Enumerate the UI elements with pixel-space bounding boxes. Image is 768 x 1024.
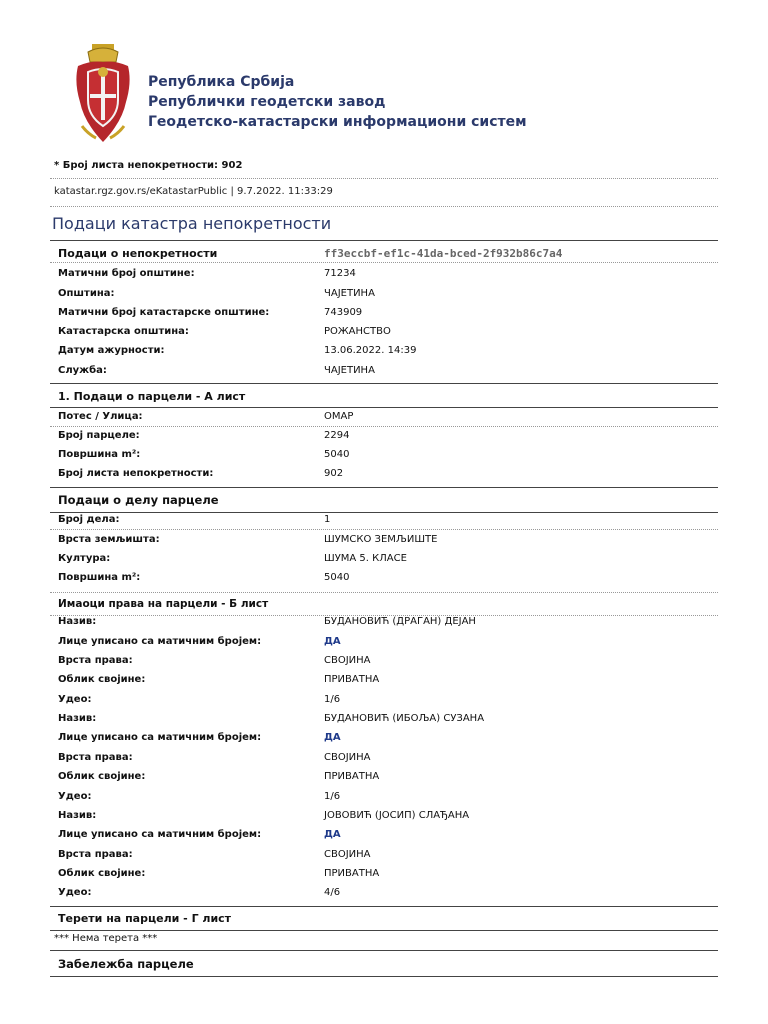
row-key: Врста права:: [58, 849, 133, 860]
row-value: ДА: [324, 636, 341, 647]
table-row: [58, 407, 718, 426]
row-key: Број дела:: [58, 514, 120, 525]
row-key: Број парцеле:: [58, 430, 140, 441]
row-value: 5040: [324, 572, 350, 583]
row-value: 2294: [324, 430, 350, 441]
divider: [50, 592, 718, 593]
table-row: [58, 612, 718, 631]
table-row: [58, 845, 718, 864]
row-value: 1/6: [324, 694, 341, 705]
table-row: [58, 632, 718, 651]
row-key: Служба:: [58, 365, 107, 376]
no-burdens-note: *** Нема терета ***: [54, 933, 158, 944]
row-value: ДА: [324, 732, 341, 743]
coat-of-arms-icon: [74, 42, 132, 146]
table-row: [58, 510, 718, 529]
table-row: [58, 322, 718, 341]
row-value: 1/6: [324, 791, 341, 802]
row-value: ПРИВАТНА: [324, 674, 380, 685]
table-row: [58, 787, 718, 806]
row-key: Врста земљишта:: [58, 534, 160, 545]
row-key: Врста права:: [58, 655, 133, 666]
row-value: 743909: [324, 307, 363, 318]
organization-name: [148, 72, 527, 132]
row-key: Потес / Улица:: [58, 411, 143, 422]
divider: [50, 262, 718, 263]
row-key: Број листа непокретности:: [58, 468, 214, 479]
divider: [50, 178, 718, 179]
row-value: ОМАР: [324, 411, 354, 422]
row-value: СВОЈИНА: [324, 849, 371, 860]
org-line-3: Геодетско-катастарски информациони систем: [148, 114, 527, 130]
row-key: Облик својине:: [58, 771, 146, 782]
divider: [50, 206, 718, 207]
table-row: [58, 709, 718, 728]
table-row: [58, 670, 718, 689]
org-line-1: Република Србија: [148, 74, 295, 90]
row-value: СВОЈИНА: [324, 752, 371, 763]
row-value: РОЖАНСТВО: [324, 326, 391, 337]
source-line: katastar.rgz.gov.rs/eKatastarPublic | 9.7.2022. 11:33:29: [54, 186, 333, 197]
header: [70, 42, 710, 152]
table-row: [58, 549, 718, 568]
table-row: [58, 341, 718, 360]
row-value: 4/6: [324, 887, 341, 898]
row-value: 13.06.2022. 14:39: [324, 345, 417, 356]
row-value: 71234: [324, 268, 356, 279]
table-row: [58, 690, 718, 709]
table-row: [58, 530, 718, 549]
row-key: Општина:: [58, 288, 115, 299]
section-rule: [50, 240, 718, 241]
table-row: [58, 825, 718, 844]
row-key: Површина m²:: [58, 449, 141, 460]
row-key: Удео:: [58, 887, 92, 898]
table-row: [58, 568, 718, 587]
table-row: [58, 303, 718, 322]
row-key: Лице уписано са матичним бројем:: [58, 829, 262, 840]
section-rule: [50, 906, 718, 907]
property-heading-row: [58, 244, 718, 263]
table-row: [58, 748, 718, 767]
section-rule: [50, 487, 718, 488]
property-heading: Подаци о непокретности: [58, 247, 218, 260]
remarks-heading: Забележба парцеле: [58, 957, 194, 971]
row-key: Назив:: [58, 616, 97, 627]
table-row: [58, 883, 718, 902]
row-value: СВОЈИНА: [324, 655, 371, 666]
row-key: Удео:: [58, 791, 92, 802]
burdens-heading: Терети на парцели - Г лист: [58, 912, 232, 925]
sheet-number-line: * Број листа непокретности: 902: [54, 160, 243, 171]
row-key: Катастарска општина:: [58, 326, 189, 337]
row-value: ПРИВАТНА: [324, 771, 380, 782]
section-rule: [50, 950, 718, 951]
row-key: Култура:: [58, 553, 111, 564]
row-value: ЧАЈЕТИНА: [324, 288, 375, 299]
row-key: Лице уписано са матичним бројем:: [58, 636, 262, 647]
org-line-2: Републички геодетски завод: [148, 94, 386, 110]
table-row: [58, 445, 718, 464]
row-key: Назив:: [58, 713, 97, 724]
section-rule: [50, 930, 718, 931]
page-title: Подаци катастра непокретности: [52, 214, 332, 233]
section-rule: [50, 383, 718, 384]
table-row: [58, 464, 718, 483]
owners-heading: Имаоци права на парцели - Б лист: [58, 598, 269, 610]
row-key: Облик својине:: [58, 868, 146, 879]
row-value: ШУМА 5. КЛАСЕ: [324, 553, 407, 564]
row-key: Удео:: [58, 694, 92, 705]
table-row: [58, 767, 718, 786]
table-row: [58, 284, 718, 303]
row-value: БУДАНОВИЋ (ИБОЉА) СУЗАНА: [324, 713, 485, 724]
row-value: БУДАНОВИЋ (ДРАГАН) ДЕЈАН: [324, 616, 476, 627]
table-row: [58, 651, 718, 670]
row-key: Површина m²:: [58, 572, 141, 583]
row-value: ПРИВАТНА: [324, 868, 380, 879]
row-value: ШУМСКО ЗЕМЉИШТЕ: [324, 534, 438, 545]
row-value: ДА: [324, 829, 341, 840]
row-value: ЧАЈЕТИНА: [324, 365, 375, 376]
table-row: [58, 806, 718, 825]
table-row: [58, 864, 718, 883]
table-row: [58, 264, 718, 283]
table-row: [58, 426, 718, 445]
property-id: ff3eccbf-ef1c-41da-bced-2f932b86c7a4: [324, 247, 563, 260]
row-value: 5040: [324, 449, 350, 460]
row-key: Врста права:: [58, 752, 133, 763]
table-row: [58, 361, 718, 380]
parcel-heading: 1. Подаци о парцели - А лист: [58, 390, 246, 403]
row-key: Назив:: [58, 810, 97, 821]
row-value: ЈОВОВИЋ (ЈОСИП) СЛАЂАНА: [324, 810, 470, 821]
table-row: [58, 728, 718, 747]
section-rule: [50, 976, 718, 977]
row-key: Облик својине:: [58, 674, 146, 685]
parcel-part-heading: Подаци о делу парцеле: [58, 493, 219, 507]
row-value: 902: [324, 468, 344, 479]
row-value: 1: [324, 514, 331, 525]
row-key: Матични број општине:: [58, 268, 195, 279]
row-key: Лице уписано са матичним бројем:: [58, 732, 262, 743]
row-key: Матични број катастарске општине:: [58, 307, 270, 318]
row-key: Датум ажурности:: [58, 345, 165, 356]
